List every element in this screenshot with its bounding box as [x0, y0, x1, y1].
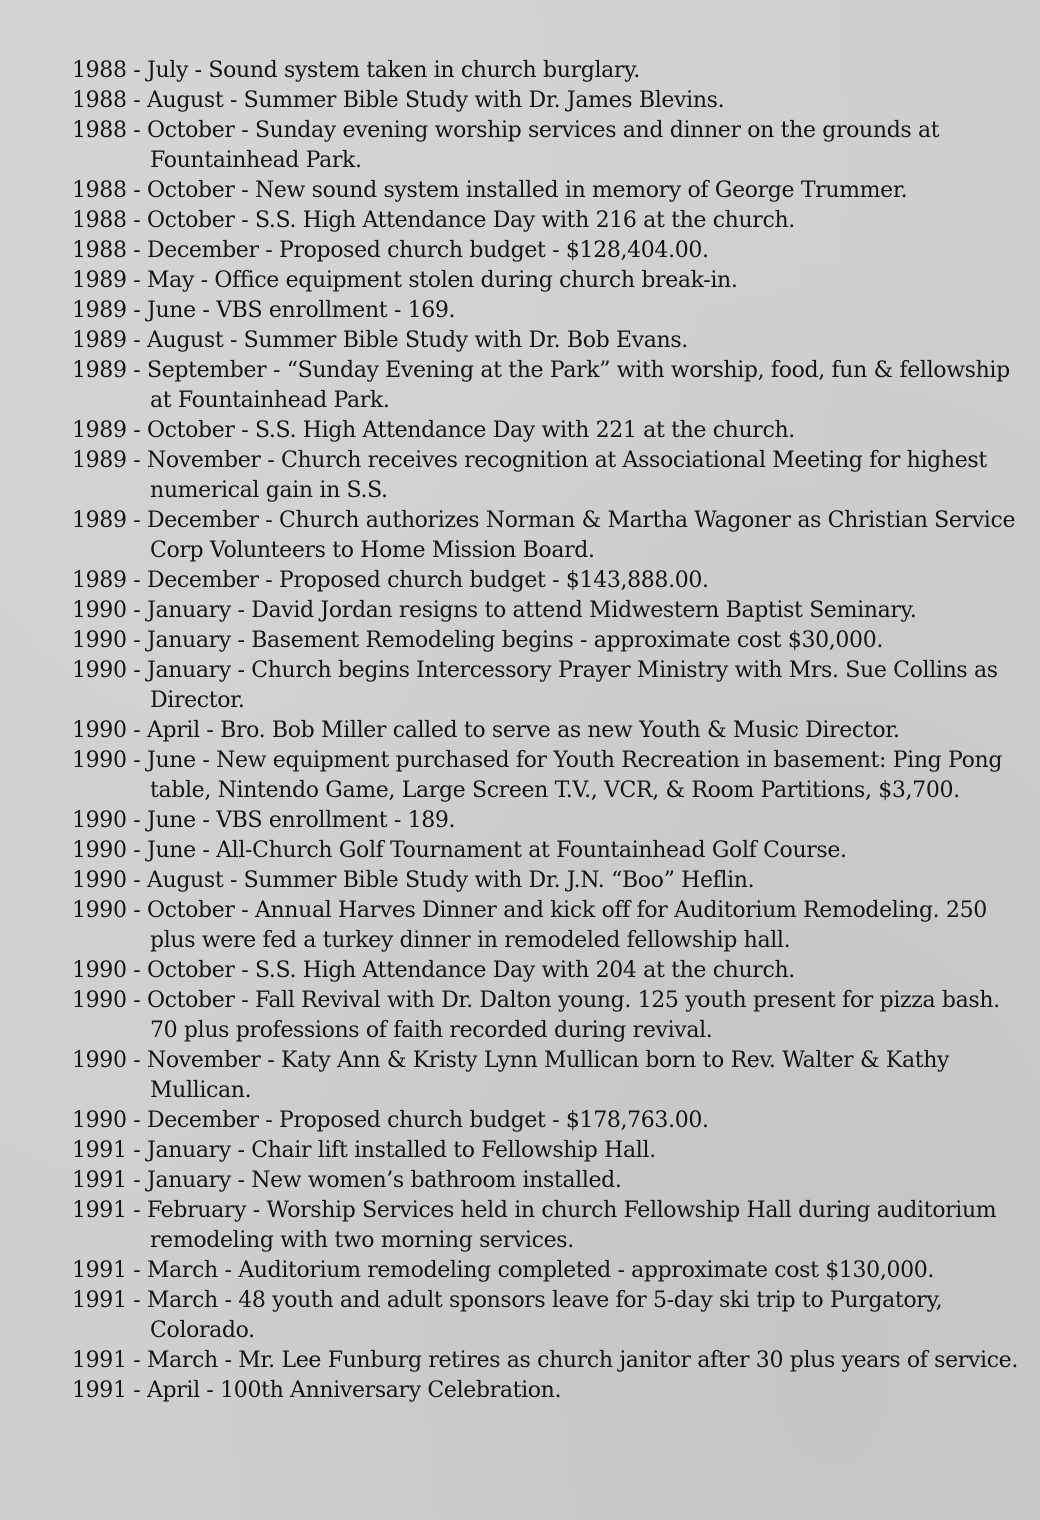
entry-text: November - Katy Ann & Kristy Lynn Mullican born to Rev. Walter & Kathy Mullican.	[146, 1048, 950, 1103]
entry-text: May - Office equipment stolen during church break-in.	[146, 268, 738, 293]
entry-text: February - Worship Services held in church Fellowship Hall during auditorium remodeling with two morning services.	[146, 1198, 997, 1253]
entry-separator: -	[126, 1138, 147, 1163]
entry-year: 1988	[72, 178, 127, 203]
entry-text: October - Annual Harves Dinner and kick off for Auditorium Remodeling. 250 plus were fed a turkey dinner in remodeled fellowship hall.	[146, 898, 987, 953]
entry-separator: -	[126, 508, 147, 533]
entry-separator: -	[126, 1048, 147, 1073]
entry-year: 1989	[72, 448, 127, 473]
entry-year: 1990	[72, 718, 127, 743]
entry-year: 1988	[72, 58, 127, 83]
entry-separator: -	[126, 868, 147, 893]
timeline-page	[72, 56, 1020, 1406]
entry-text: January - Chair lift installed to Fellowship Hall.	[146, 1138, 656, 1163]
timeline-entry	[72, 986, 1020, 1046]
timeline-entry	[72, 566, 1020, 596]
entry-separator: -	[126, 268, 147, 293]
entry-separator: -	[126, 958, 147, 983]
entry-text: October - Sunday evening worship services and dinner on the grounds at Fountainhead Park.	[146, 118, 940, 173]
entry-separator: -	[126, 418, 147, 443]
entry-separator: -	[126, 748, 147, 773]
timeline-entry	[72, 1166, 1020, 1196]
entry-separator: -	[126, 1378, 147, 1403]
timeline-entry	[72, 836, 1020, 866]
entry-year: 1989	[72, 568, 127, 593]
entry-text: June - VBS enrollment - 189.	[146, 808, 456, 833]
entry-separator: -	[126, 238, 147, 263]
entry-year: 1990	[72, 958, 127, 983]
timeline-entry	[72, 1346, 1020, 1376]
entry-separator: -	[126, 1348, 147, 1373]
timeline-entry	[72, 956, 1020, 986]
timeline-entry	[72, 506, 1020, 566]
entry-text: January - Basement Remodeling begins - approximate cost $30,000.	[146, 628, 883, 653]
entry-year: 1989	[72, 298, 127, 323]
entry-year: 1990	[72, 1048, 127, 1073]
entry-text: December - Proposed church budget - $178,763.00.	[146, 1108, 709, 1133]
timeline-entry	[72, 746, 1020, 806]
entry-separator: -	[126, 568, 147, 593]
entry-year: 1989	[72, 328, 127, 353]
entry-text: March - 48 youth and adult sponsors leave for 5-day ski trip to Purgatory, Colorado.	[146, 1288, 943, 1343]
entry-text: January - New women’s bathroom installed.	[146, 1168, 622, 1193]
entry-separator: -	[126, 598, 147, 623]
entry-year: 1989	[72, 418, 127, 443]
timeline-list	[72, 56, 1020, 1406]
entry-separator: -	[126, 1258, 147, 1283]
entry-separator: -	[126, 118, 147, 143]
timeline-entry	[72, 446, 1020, 506]
entry-year: 1991	[72, 1198, 127, 1223]
entry-year: 1988	[72, 208, 127, 233]
timeline-entry	[72, 1376, 1020, 1406]
entry-year: 1990	[72, 898, 127, 923]
entry-text: October - S.S. High Attendance Day with 204 at the church.	[146, 958, 795, 983]
timeline-entry	[72, 116, 1020, 176]
entry-year: 1990	[72, 808, 127, 833]
timeline-entry	[72, 596, 1020, 626]
entry-separator: -	[126, 58, 147, 83]
timeline-entry	[72, 1106, 1020, 1136]
entry-text: September - “Sunday Evening at the Park” with worship, food, fun & fellowship at Fountainhead Park.	[146, 358, 1010, 413]
entry-text: April - 100th Anniversary Celebration.	[146, 1378, 562, 1403]
entry-year: 1991	[72, 1168, 127, 1193]
entry-separator: -	[126, 898, 147, 923]
entry-year: 1991	[72, 1348, 127, 1373]
entry-separator: -	[126, 838, 147, 863]
entry-year: 1990	[72, 748, 127, 773]
entry-text: October - S.S. High Attendance Day with 221 at the church.	[146, 418, 795, 443]
entry-separator: -	[126, 658, 147, 683]
timeline-entry	[72, 896, 1020, 956]
entry-year: 1989	[72, 358, 127, 383]
entry-text: March - Auditorium remodeling completed - approximate cost $130,000.	[146, 1258, 935, 1283]
timeline-entry	[72, 356, 1020, 416]
entry-text: June - All-Church Golf Tournament at Fountainhead Golf Course.	[146, 838, 847, 863]
entry-separator: -	[126, 1198, 147, 1223]
entry-year: 1990	[72, 988, 127, 1013]
entry-separator: -	[126, 178, 147, 203]
entry-separator: -	[126, 208, 147, 233]
entry-separator: -	[126, 88, 147, 113]
entry-separator: -	[126, 448, 147, 473]
timeline-entry	[72, 416, 1020, 446]
entry-separator: -	[126, 718, 147, 743]
timeline-entry	[72, 1136, 1020, 1166]
entry-text: April - Bro. Bob Miller called to serve as new Youth & Music Director.	[146, 718, 900, 743]
entry-year: 1989	[72, 508, 127, 533]
entry-separator: -	[126, 298, 147, 323]
timeline-entry	[72, 656, 1020, 716]
entry-separator: -	[126, 628, 147, 653]
timeline-entry	[72, 716, 1020, 746]
entry-text: January - David Jordan resigns to attend Midwestern Baptist Seminary.	[146, 598, 917, 623]
entry-year: 1991	[72, 1258, 127, 1283]
timeline-entry	[72, 56, 1020, 86]
entry-text: August - Summer Bible Study with Dr. Bob Evans.	[146, 328, 688, 353]
entry-year: 1990	[72, 838, 127, 863]
entry-year: 1991	[72, 1378, 127, 1403]
entry-year: 1990	[72, 628, 127, 653]
entry-text: June - New equipment purchased for Youth Recreation in basement: Ping Pong table, Nintendo Game, Large Screen T.V., VCR, & Room Partitions, $3,700.	[146, 748, 1003, 803]
entry-text: July - Sound system taken in church burglary.	[146, 58, 640, 83]
timeline-entry	[72, 236, 1020, 266]
entry-text: August - Summer Bible Study with Dr. J.N. “Boo” Heflin.	[146, 868, 755, 893]
timeline-entry	[72, 1046, 1020, 1106]
entry-year: 1990	[72, 1108, 127, 1133]
entry-separator: -	[126, 808, 147, 833]
entry-separator: -	[126, 358, 147, 383]
entry-year: 1990	[72, 598, 127, 623]
timeline-entry	[72, 1196, 1020, 1256]
entry-text: January - Church begins Intercessory Prayer Ministry with Mrs. Sue Collins as Director.	[146, 658, 998, 713]
timeline-entry	[72, 1256, 1020, 1286]
entry-separator: -	[126, 1108, 147, 1133]
entry-year: 1990	[72, 868, 127, 893]
entry-text: December - Proposed church budget - $128,404.00.	[146, 238, 709, 263]
entry-text: October - New sound system installed in memory of George Trummer.	[146, 178, 908, 203]
entry-year: 1989	[72, 268, 127, 293]
timeline-entry	[72, 806, 1020, 836]
entry-year: 1988	[72, 118, 127, 143]
timeline-entry	[72, 266, 1020, 296]
entry-year: 1988	[72, 88, 127, 113]
entry-separator: -	[126, 328, 147, 353]
entry-year: 1991	[72, 1138, 127, 1163]
entry-text: November - Church receives recognition at Associational Meeting for highest numerical gain in S.S.	[146, 448, 987, 503]
entry-text: October - Fall Revival with Dr. Dalton young. 125 youth present for pizza bash. 70 plus professions of faith recorded during revival.	[146, 988, 1000, 1043]
entry-text: October - S.S. High Attendance Day with 216 at the church.	[146, 208, 795, 233]
entry-year: 1991	[72, 1288, 127, 1313]
entry-separator: -	[126, 1288, 147, 1313]
entry-separator: -	[126, 988, 147, 1013]
entry-year: 1990	[72, 658, 127, 683]
timeline-entry	[72, 176, 1020, 206]
entry-separator: -	[126, 1168, 147, 1193]
timeline-entry	[72, 1286, 1020, 1346]
timeline-entry	[72, 86, 1020, 116]
entry-text: December - Proposed church budget - $143,888.00.	[146, 568, 709, 593]
entry-year: 1988	[72, 238, 127, 263]
timeline-entry	[72, 626, 1020, 656]
entry-text: August - Summer Bible Study with Dr. James Blevins.	[146, 88, 725, 113]
timeline-entry	[72, 296, 1020, 326]
timeline-entry	[72, 206, 1020, 236]
entry-text: December - Church authorizes Norman & Martha Wagoner as Christian Service Corp Volunteers to Home Mission Board.	[146, 508, 1016, 563]
entry-text: June - VBS enrollment - 169.	[146, 298, 456, 323]
timeline-entry	[72, 866, 1020, 896]
timeline-entry	[72, 326, 1020, 356]
entry-text: March - Mr. Lee Funburg retires as church janitor after 30 plus years of service.	[146, 1348, 1018, 1373]
